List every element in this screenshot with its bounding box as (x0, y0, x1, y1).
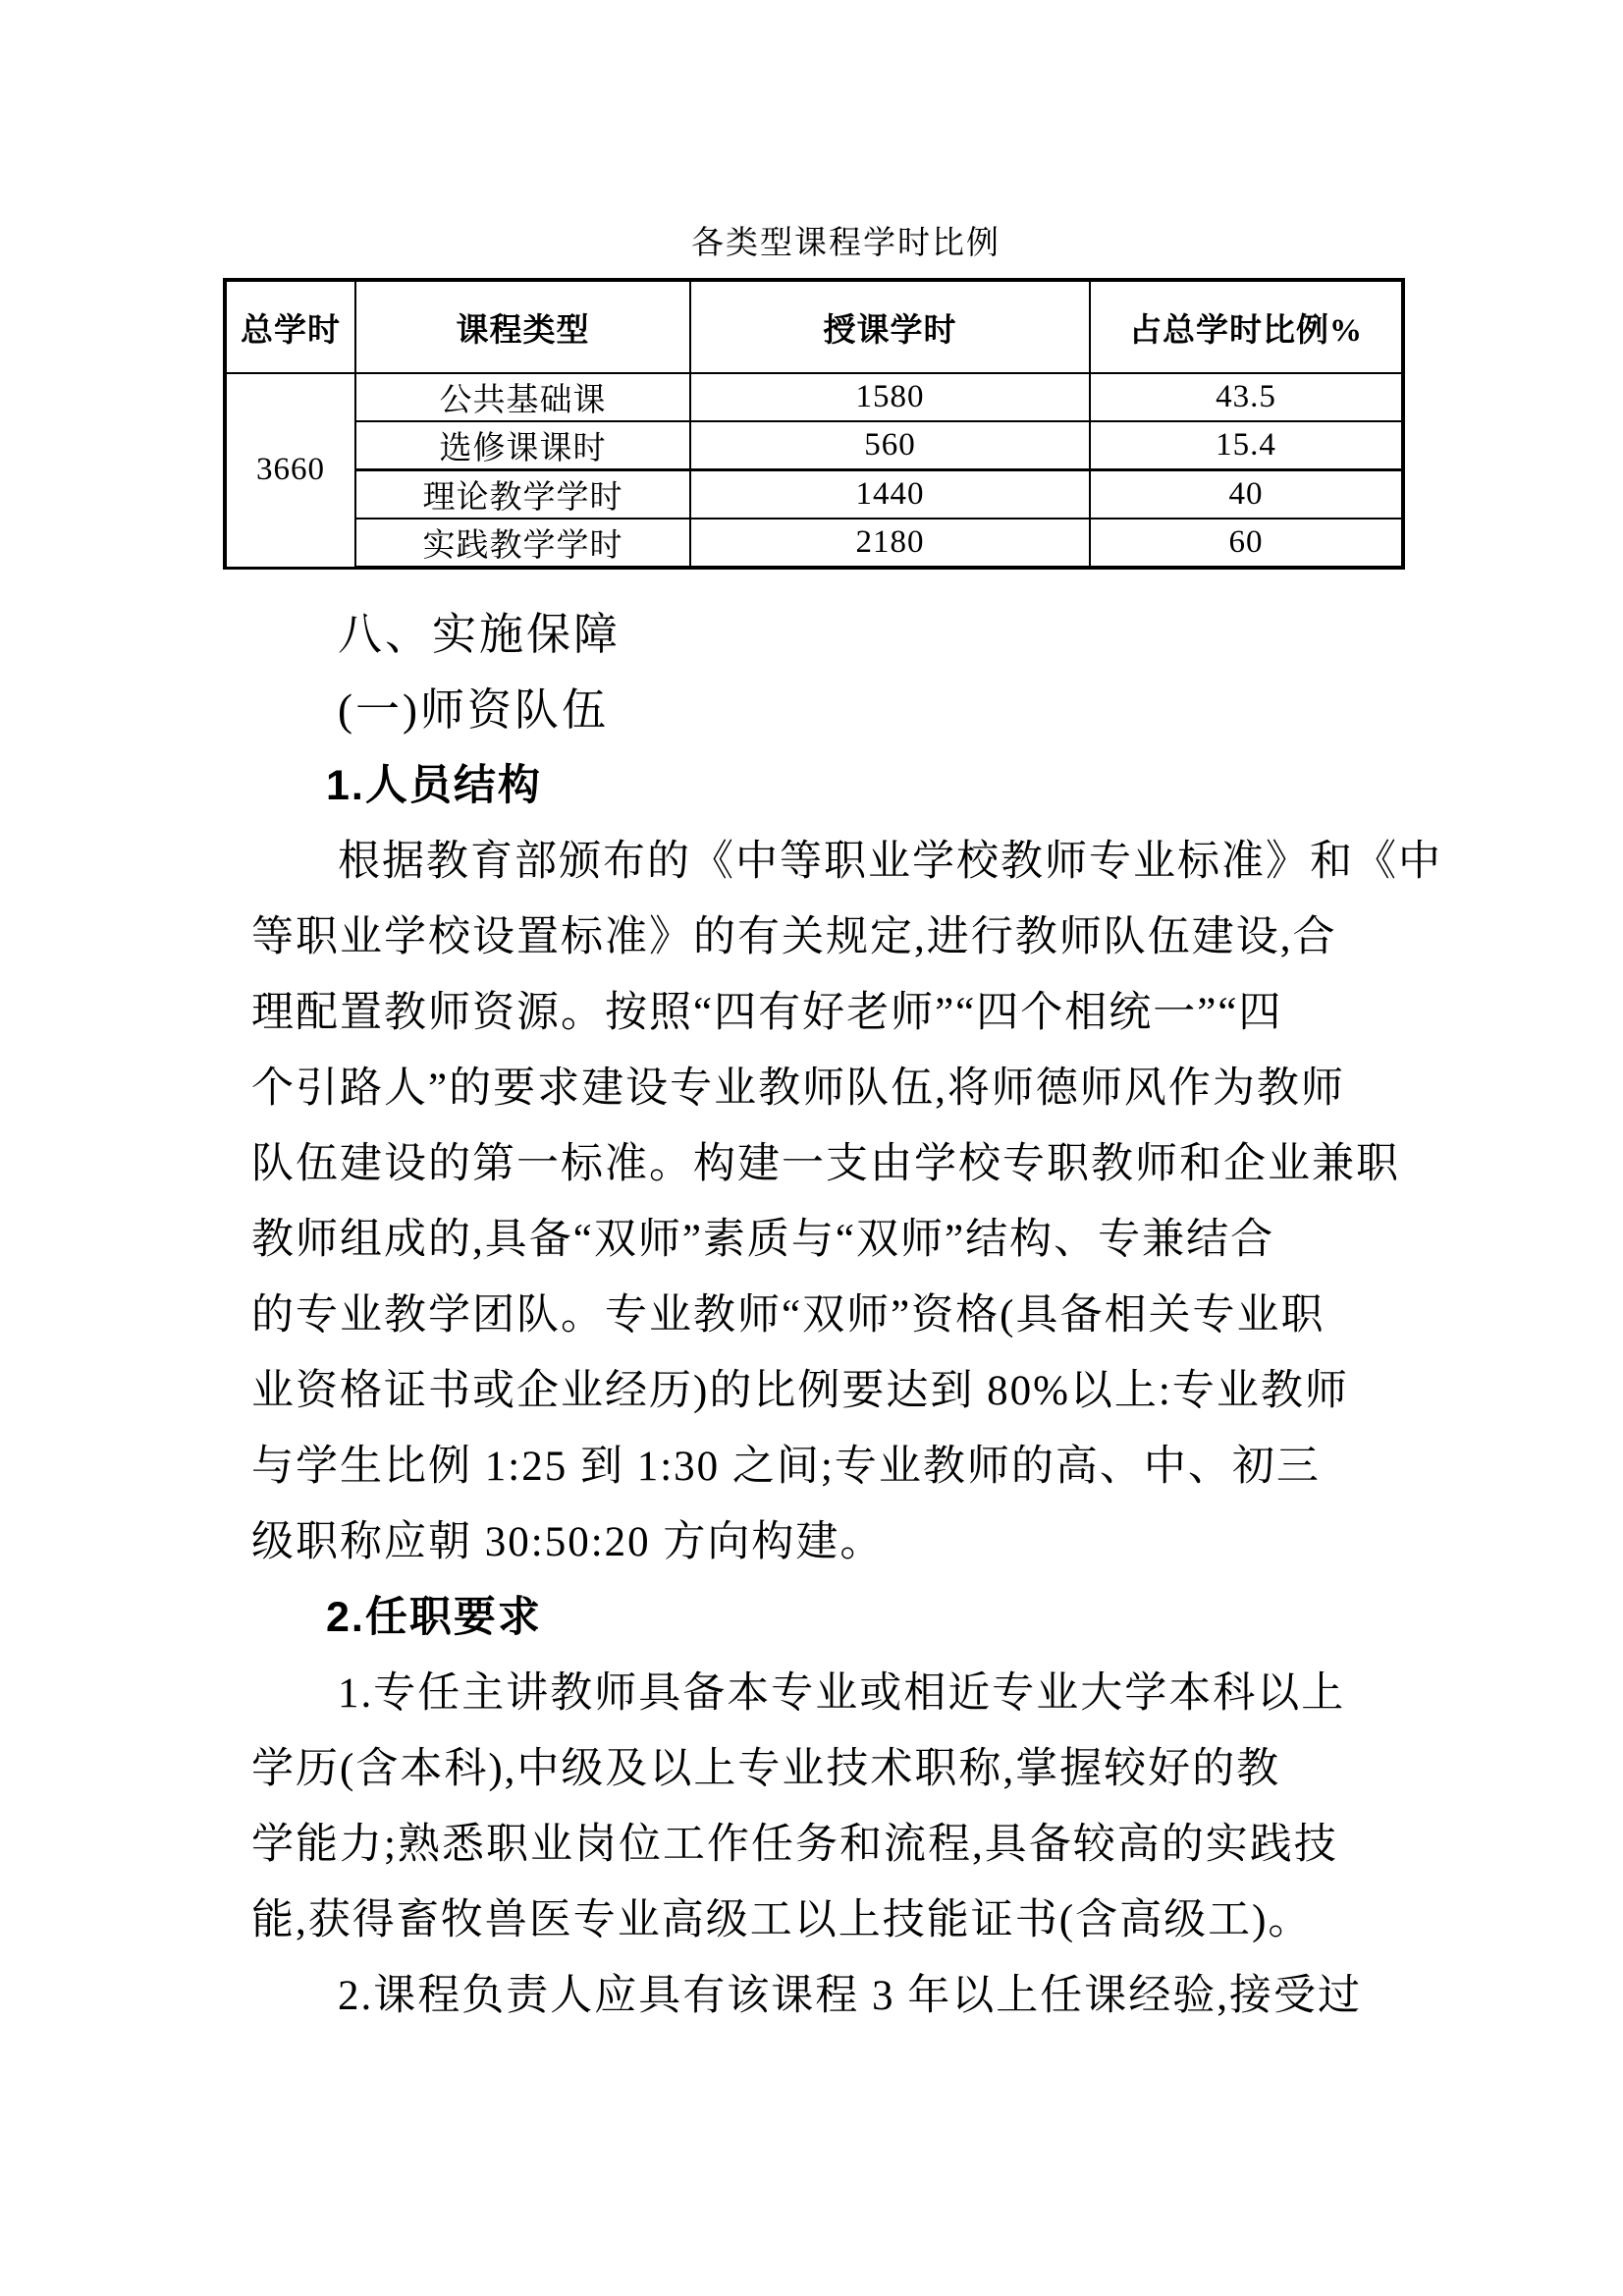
th-total-hours: 总学时 (225, 280, 355, 373)
cell-hours: 1580 (690, 373, 1090, 421)
cell-percent: 40 (1090, 470, 1403, 519)
body-text-line: 学历(含本科),中级及以上专业技术职称,掌握较好的教 (251, 1746, 1281, 1792)
cell-course-type: 公共基础课 (355, 373, 690, 421)
numbered-heading: 2.任职要求 (326, 1594, 542, 1641)
body-text-line: 教师组成的,具备“双师”素质与“双师”结构、专兼结合 (251, 1217, 1275, 1263)
numbered-heading: 1.人员结构 (326, 762, 542, 809)
th-teaching-hours: 授课学时 (690, 280, 1090, 373)
body-text-line: 等职业学校设置标准》的有关规定,进行教师队伍建设,合 (251, 914, 1337, 960)
course-hours-table (223, 278, 1405, 570)
section-heading: 八、实施保障 (338, 610, 622, 659)
cell-hours: 2180 (690, 519, 1090, 568)
cell-percent: 60 (1090, 519, 1403, 568)
table-row (225, 470, 1403, 519)
body-text-line: 学能力;熟悉职业岗位工作任务和流程,具备较高的实践技 (251, 1822, 1338, 1868)
cell-course-type: 理论教学学时 (355, 470, 690, 519)
table-row (225, 421, 1403, 470)
body-text-line: 根据教育部颁布的《中等职业学校教师专业标准》和《中 (338, 839, 1442, 885)
cell-course-type: 选修课课时 (355, 421, 690, 470)
table-row (225, 519, 1403, 568)
body-text-line: 2.课程负责人应具有该课程 3 年以上任课经验,接受过 (338, 1973, 1362, 2019)
th-course-type: 课程类型 (355, 280, 690, 373)
cell-total-hours: 3660 (225, 373, 355, 568)
body-text-line: 业资格证书或企业经历)的比例要达到 80%以上:专业教师 (251, 1368, 1349, 1414)
th-percent: 占总学时比例% (1090, 280, 1403, 373)
cell-percent: 43.5 (1090, 373, 1403, 421)
cell-hours: 560 (690, 421, 1090, 470)
body-text-line: 理配置教师资源。按照“四有好老师”“四个相统一”“四 (251, 990, 1283, 1036)
body-text-line: 的专业教学团队。专业教师“双师”资格(具备相关专业职 (251, 1292, 1325, 1339)
table-title: 各类型课程学时比例 (691, 226, 1001, 261)
cell-percent: 15.4 (1090, 421, 1403, 470)
cell-hours: 1440 (690, 470, 1090, 519)
body-text (251, 597, 1442, 2034)
table-row (225, 373, 1403, 421)
body-text-line: 能,获得畜牧兽医专业高级工以上技能证书(含高级工)。 (251, 1897, 1313, 1943)
table-header-row (225, 280, 1403, 373)
body-text-line: 队伍建设的第一标准。构建一支由学校专职教师和企业兼职 (251, 1141, 1400, 1187)
body-text-line: 1.专任主讲教师具备本专业或相近专业大学本科以上 (338, 1670, 1346, 1717)
cell-course-type: 实践教学学时 (355, 519, 690, 568)
body-text-line: 与学生比例 1:25 到 1:30 之间;专业教师的高、中、初三 (251, 1444, 1321, 1490)
body-text-line: 个引路人”的要求建设专业教师队伍,将师德师风作为教师 (251, 1066, 1345, 1112)
body-text-line: 级职称应朝 30:50:20 方向构建。 (251, 1519, 885, 1565)
subsection-heading: (一)师资队伍 (338, 685, 609, 735)
